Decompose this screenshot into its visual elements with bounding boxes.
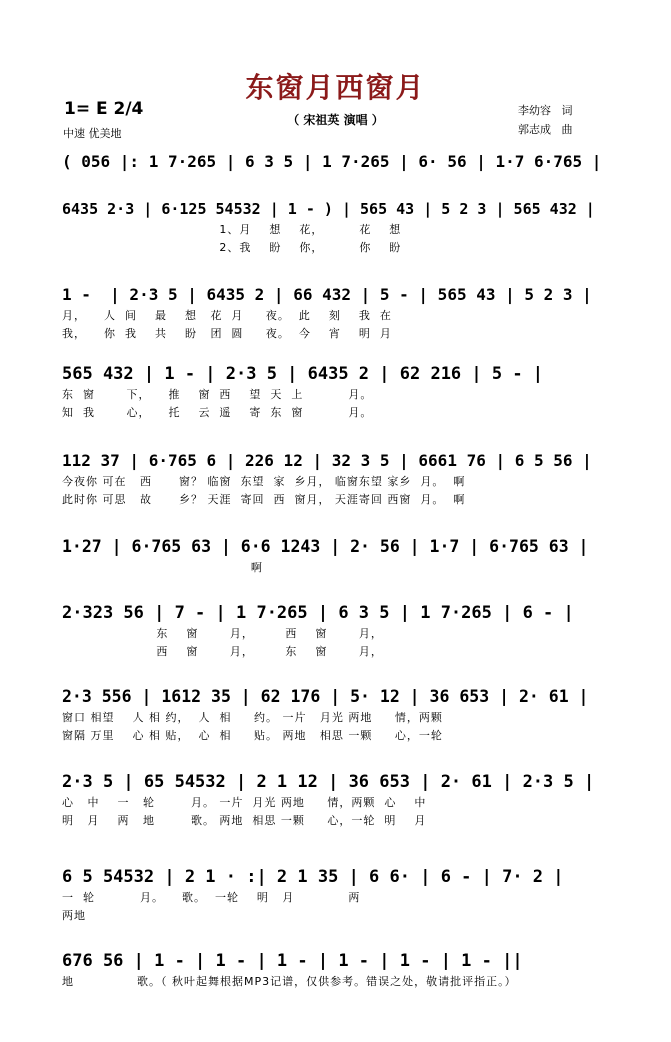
score-system <box>62 449 602 509</box>
score-system <box>62 685 602 745</box>
lyric-line: 月， 人 间 最 想 花 月 夜。 此 刻 我 在 <box>62 309 392 322</box>
lyric-line: 心 中 一 轮 月。 一片 月光 两地 情，两颗 心 中 <box>62 796 427 809</box>
notation-line: ( 056 |: 1 7·265 | 6 3 5 | 1 7·265 | 6· 56 | 1·7 6·765 | <box>62 152 602 171</box>
lyric-line: 窗隔 万里 心 相 贴， 心 相 贴。 两地 相思 一颗 心，一轮 <box>62 729 443 742</box>
lyricist: 李幼容 词 <box>518 104 573 117</box>
lyric-line: 知 我 心， 托 云 遥 寄 东 窗 月。 <box>62 406 373 419</box>
score-system <box>62 197 602 257</box>
notation-line: 6435 2·3 | 6·125 54532 | 1 - ) | 565 43 | 5 2 3 | 565 432 | <box>62 200 595 218</box>
notation-line: 1·27 | 6·765 63 | 6·6 1243 | 2· 56 | 1·7 | 6·765 63 | <box>62 537 589 556</box>
score-system <box>62 770 602 830</box>
lyric-line: 东 窗 月， 西 窗 月， <box>62 627 383 640</box>
score-system <box>62 535 602 577</box>
lyric-line: 我， 你 我 共 盼 团 圆 夜。 今 宵 明 月 <box>62 327 392 340</box>
lyric-line: 西 窗 月， 东 窗 月， <box>62 645 383 658</box>
notation-line: 6 5 54532 | 2 1 · :| 2 1 35 | 6 6· | 6 - | 7· 2 | <box>62 867 564 887</box>
lyric-line: 明 月 两 地 歌。 两地 相思 一颗 心，一轮 明 月 <box>62 814 427 827</box>
notation-line: 2·3 556 | 1612 35 | 62 176 | 5· 12 | 36 653 | 2· 61 | <box>62 687 589 706</box>
score-system <box>62 949 602 991</box>
lyric-line: 地 歌。（ 秋叶起舞根据MP3记谱，仅供参考。错误之处，敬请批评指正。） <box>62 975 517 988</box>
score-system <box>62 283 602 343</box>
score-system <box>62 150 602 174</box>
lyric-line: 1、月 想 花， 花 想 <box>62 223 402 236</box>
lyric-line: 东 窗 下， 推 窗 西 望 天 上 月。 <box>62 388 373 401</box>
credits <box>518 101 573 139</box>
score-system <box>62 601 602 661</box>
notation-line: 2·3 5 | 65 54532 | 2 1 12 | 36 653 | 2· 61 | 2·3 5 | <box>62 772 595 792</box>
key-signature: 1= E 2/4 <box>64 99 144 119</box>
lyric-line: 啊 <box>62 561 263 574</box>
lyric-line: 此时你 可思 故 乡？ 天涯 寄回 西 窗月， 天涯寄回 西窗 月。 啊 <box>62 493 466 506</box>
score-system <box>62 362 602 422</box>
lyric-line: 窗口 相望 人 相 约， 人 相 约。 一片 月光 两地 情，两颗 <box>62 711 443 724</box>
tempo-marking: 中速 优美地 <box>63 127 122 140</box>
notation-line: 112 37 | 6·765 6 | 226 12 | 32 3 5 | 6661 76 | 6 5 56 | <box>62 451 592 470</box>
lyric-line: 2、我 盼 你， 你 盼 <box>62 241 402 254</box>
lyric-line: 一 轮 月。 歌。 一轮 明 月 两 <box>62 891 361 904</box>
notation-line: 565 432 | 1 - | 2·3 5 | 6435 2 | 62 216 | 5 - | <box>62 364 544 384</box>
song-title: 东窗月西窗月 <box>245 71 426 104</box>
composer: 郭志成 曲 <box>518 123 573 136</box>
lyric-line: 今夜你 可在 西 窗？ 临窗 东望 家 乡月， 临窗东望 家乡 月。 啊 <box>62 475 466 488</box>
lyric-line: 两地 <box>62 909 86 922</box>
score-system <box>62 865 602 925</box>
singer-credit: （ 宋祖英 演唱 ） <box>287 113 384 127</box>
notation-line: 2·323 56 | 7 - | 1 7·265 | 6 3 5 | 1 7·265 | 6 - | <box>62 603 574 623</box>
notation-line: 1 - | 2·3 5 | 6435 2 | 66 432 | 5 - | 565 43 | 5 2 3 | <box>62 285 592 304</box>
notation-line: 676 56 | 1 - | 1 - | 1 - | 1 - | 1 - | 1 - || <box>62 951 523 971</box>
